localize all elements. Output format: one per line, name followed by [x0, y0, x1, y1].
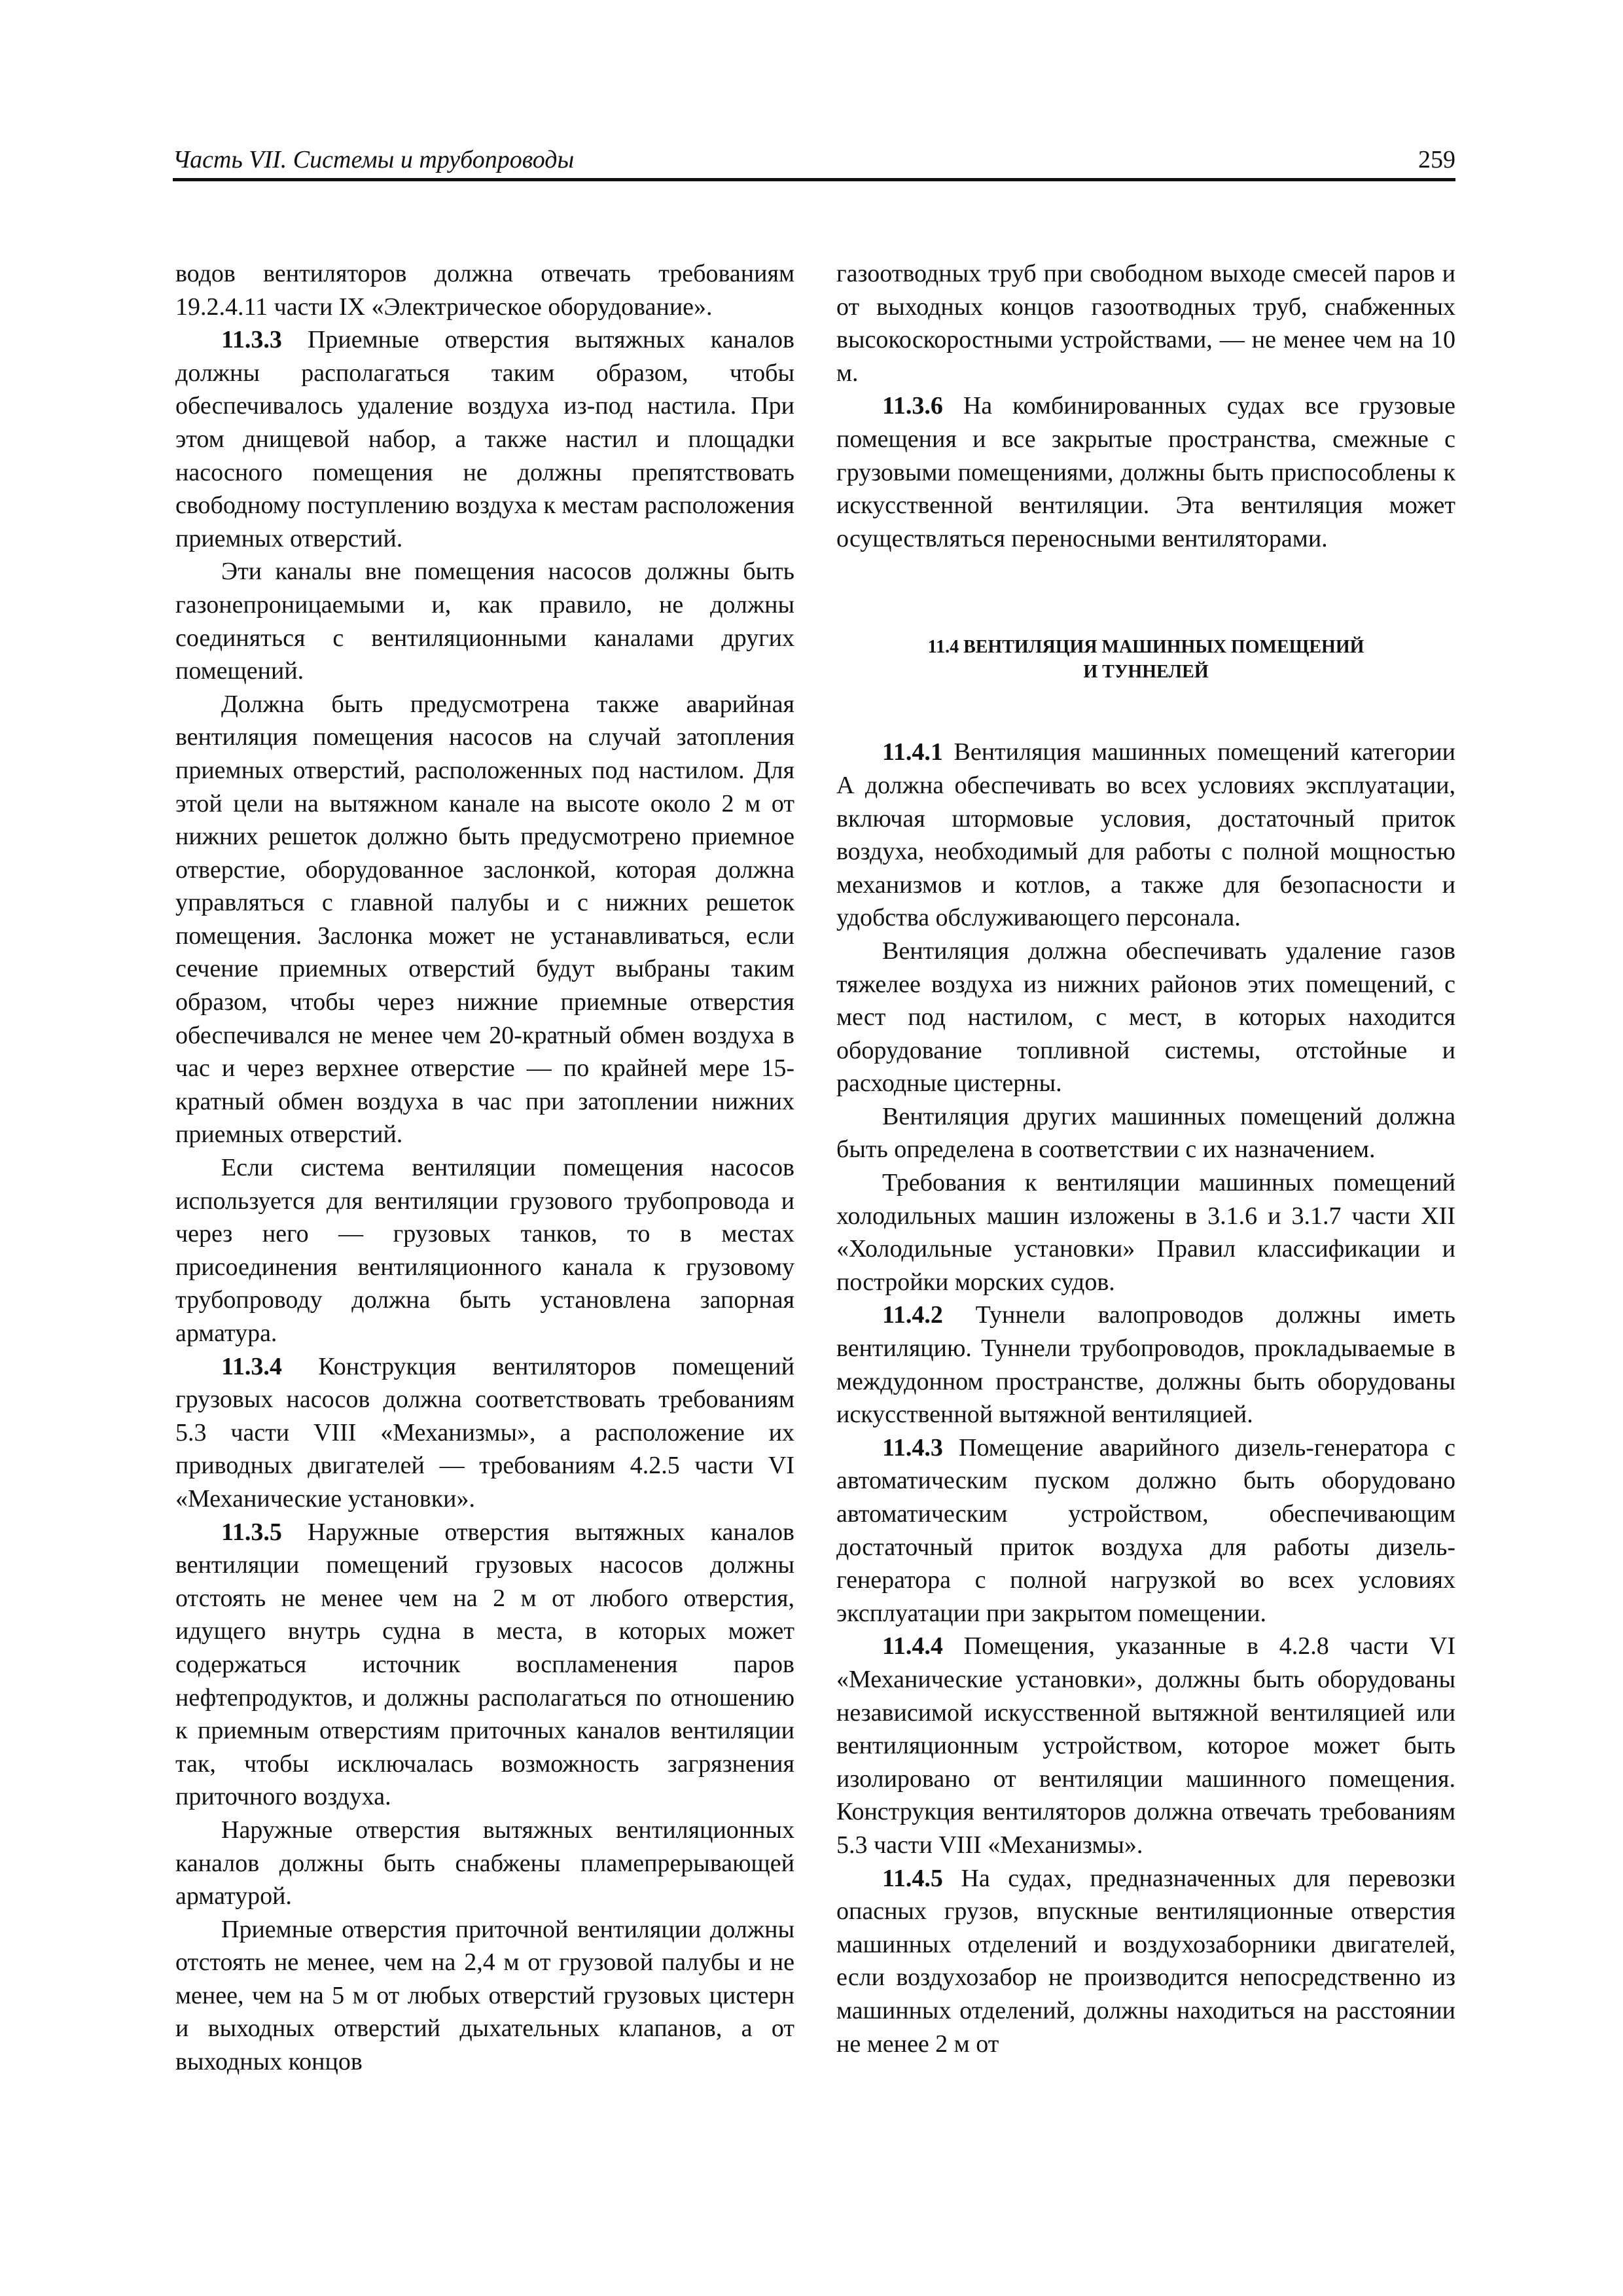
clause-number: 11.4.4	[882, 1632, 943, 1660]
clause-text: Помещение аварийного дизель-генератора с автоматическим пуском должно быть оборудовано автоматическим устройством, обеспечивающим достаточный приток воздуха для работы дизель-генератора с полной нагрузкой во всех условиях эксплуатации при закрытом помещении.	[836, 1433, 1455, 1627]
section-heading-line: И ТУННЕЛЕЙ	[1083, 662, 1209, 683]
paragraph: Приемные отверстия приточной вентиляции должны отстоять не менее, чем на 2,4 м от грузовой палубы и не менее, чем на 5 м от любых отверстий грузовых цистерн и выходных отверстий дыхательных клапанов, а от выходных концов	[175, 1915, 794, 2076]
paragraph-11-3-6	[836, 389, 1455, 555]
paragraph: Вентиляция должна обеспечивать удаление газов тяжелее воздуха из нижних районов этих помещений, с мест под настилом, с мест, в которых находится оборудование топливной системы, отстойные и расходные цистерны.	[836, 937, 1455, 1098]
paragraph: водов вентиляторов должна отвечать требованиям 19.2.4.11 части IX «Электрическое оборудование».	[175, 260, 794, 321]
clause-text: Вентиляция машинных помещений категории А должна обеспечивать во всех условиях эксплуатации, включая штормовые условия, достаточный приток воздуха, необходимый для работы с полной мощностью механизмов и котлов, а также для безопасности и удобства обслуживающего персонала.	[836, 738, 1455, 932]
clause-text: Приемные отверстия вытяжных каналов должны располагаться таким образом, чтобы обеспечивалось удаление воздуха из-под настила. При этом днищевой набор, а также настил и площадки насосного помещения не должны препятствовать свободному поступлению воздуха к местам расположения приемных отверстий.	[175, 326, 794, 552]
clause-number: 11.3.4	[221, 1352, 282, 1380]
clause-number: 11.3.5	[221, 1518, 282, 1546]
paragraph: Должна быть предусмотрена также аварийная вентиляция помещения насосов на случай затопления приемных отверстий, расположенных под настилом. Для этой цели на вытяжном канале на высоте около 2 м от нижних решеток должно быть предусмотрено приемное отверстие, оборудованное заслонкой, которая должна управляться с главной палубы и с нижних решеток помещения. Заслонка может не устанавливаться, если сечение приемных отверстий будут выбраны таким образом, чтобы через нижние приемные отверстия обеспечивался не менее чем 20-кратный обмен воздуха в час и через верхнее отверстие — по крайней мере 15-кратный обмен воздуха в час при затоплении нижних приемных отверстий.	[175, 690, 794, 1149]
running-header	[173, 145, 1455, 178]
left-column	[175, 257, 794, 2079]
header-rule	[173, 178, 1455, 181]
clause-text: На комбинированных судах все грузовые помещения и все закрытые пространства, смежные с грузовыми помещениями, должны быть приспособлены к искусственной вентиляции. Эта вентиляция может осуществляться переносными вентиляторами.	[836, 392, 1455, 552]
right-column	[836, 257, 1455, 2060]
paragraph-11-3-5	[175, 1516, 794, 1814]
clause-text: Туннели валопроводов должны иметь вентиляцию. Туннели трубопроводов, прокладываемые в междудонном пространстве, должны быть оборудованы искусственной вытяжной вентиляцией.	[836, 1301, 1455, 1429]
paragraph: Эти каналы вне помещения насосов должны быть газонепроницаемыми и, как правило, не должны соединяться с вентиляционными каналами других помещений.	[175, 558, 794, 685]
clause-number: 11.3.6	[882, 392, 943, 420]
paragraph-11-4-5	[836, 1862, 1455, 2061]
section-heading-11-4	[836, 635, 1455, 685]
paragraph: Вентиляция других машинных помещений должна быть определена в соответствии с их назначением.	[836, 1102, 1455, 1164]
clause-number: 11.4.1	[882, 738, 943, 766]
clause-text: Наружные отверстия вытяжных каналов вентиляции помещений грузовых насосов должны отстоять не менее чем на 2 м от любого отверстия, идущего внутрь судна в места, в которых может содержаться источник воспламенения паров нефтепродуктов, и должны располагаться по отношению к приемным отверстиям приточных каналов вентиляции так, чтобы исключалась возможность загрязнения приточного воздуха.	[175, 1518, 794, 1811]
clause-number: 11.4.2	[882, 1301, 943, 1329]
clause-text: Конструкция вентиляторов помещений грузовых насосов должна соответствовать требованиям 5.3 части VIII «Механизмы», а расположение их приводных двигателей — требованиям 4.2.5 части VI «Механические установки».	[175, 1352, 794, 1513]
paragraph-11-3-3	[175, 323, 794, 555]
clause-text: Помещения, указанные в 4.2.8 части VI «Механические установки», должны быть оборудованы независимой искусственной вытяжной вентиляцией или вентиляционным устройством, которое может быть изолировано от вентиляции машинного помещения. Конструкция вентиляторов должна отвечать требованиям 5.3 части VIII «Механизмы».	[836, 1632, 1455, 1859]
paragraph: Если система вентиляции помещения насосов используется для вентиляции грузового трубопровода и через него — грузовых танков, то в местах присоединения вентиляционного канала к грузовому трубопроводу должна быть установлена запорная арматура.	[175, 1154, 794, 1347]
paragraph-11-4-3	[836, 1431, 1455, 1630]
paragraph: Требования к вентиляции машинных помещений холодильных машин изложены в 3.1.6 и 3.1.7 части XII «Холодильные установки» Правил классификации и постройки морских судов.	[836, 1169, 1455, 1296]
clause-text: На судах, предназначенных для перевозки опасных грузов, впускные вентиляционные отверстия машинных отделений и воздухозаборники двигателей, если воздухозабор не производится непосредственно из машинных отделений, должны находиться на расстоянии не менее 2 м от	[836, 1864, 1455, 2058]
paragraph-11-4-2	[836, 1299, 1455, 1431]
paragraph: Наружные отверстия вытяжных вентиляционных каналов должны быть снабжены пламепрерывающей арматурой.	[175, 1816, 794, 1910]
paragraph: газоотводных труб при свободном выходе смесей паров и от выходных концов газоотводных труб, снабженных высокоскоростными устройствами, — не менее чем на 10 м.	[836, 260, 1455, 387]
header-title: Часть VII. Системы и трубопроводы	[173, 146, 575, 173]
clause-number: 11.4.5	[882, 1864, 943, 1892]
section-heading-line: 11.4 ВЕНТИЛЯЦИЯ МАШИННЫХ ПОМЕЩЕНИЙ	[927, 637, 1364, 658]
paragraph-11-4-4	[836, 1630, 1455, 1861]
clause-number: 11.3.3	[221, 326, 282, 354]
paragraph-11-3-4	[175, 1350, 794, 1516]
paragraph-11-4-1	[836, 736, 1455, 935]
page-number: 259	[1418, 146, 1455, 173]
clause-number: 11.4.3	[882, 1433, 943, 1462]
